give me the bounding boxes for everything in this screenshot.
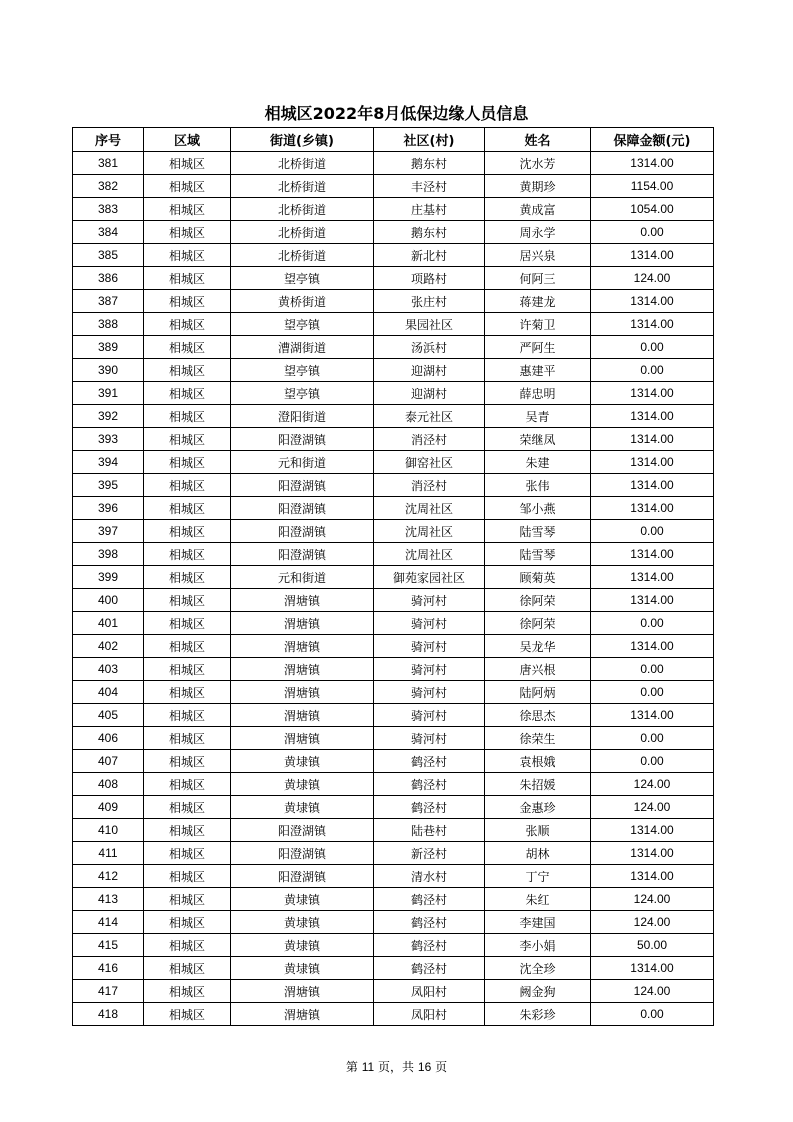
cell-index: 395 <box>73 474 144 497</box>
table-row <box>73 980 714 1003</box>
cell-street: 渭塘镇 <box>231 727 374 750</box>
cell-community: 沈周社区 <box>374 520 485 543</box>
cell-name: 蒋建龙 <box>485 290 591 313</box>
table-row <box>73 221 714 244</box>
cell-street: 北桥街道 <box>231 152 374 175</box>
cell-district: 相城区 <box>144 267 231 290</box>
cell-district: 相城区 <box>144 819 231 842</box>
table-row <box>73 957 714 980</box>
cell-community: 汤浜村 <box>374 336 485 359</box>
cell-community: 新北村 <box>374 244 485 267</box>
header-community: 社区(村) <box>374 128 485 152</box>
cell-name: 朱红 <box>485 888 591 911</box>
footer-prefix: 第 <box>345 1060 358 1074</box>
table-row <box>73 290 714 313</box>
cell-name: 张顺 <box>485 819 591 842</box>
table-body <box>73 152 714 1026</box>
cell-name: 徐阿荣 <box>485 612 591 635</box>
cell-name: 沈水芳 <box>485 152 591 175</box>
cell-community: 御苑家园社区 <box>374 566 485 589</box>
cell-street: 黄桥街道 <box>231 290 374 313</box>
cell-street: 渭塘镇 <box>231 1003 374 1026</box>
cell-name: 沈全珍 <box>485 957 591 980</box>
cell-amount: 1314.00 <box>591 405 714 428</box>
table-row <box>73 359 714 382</box>
cell-amount: 1314.00 <box>591 543 714 566</box>
cell-district: 相城区 <box>144 336 231 359</box>
cell-street: 望亭镇 <box>231 359 374 382</box>
cell-amount: 0.00 <box>591 359 714 382</box>
cell-index: 391 <box>73 382 144 405</box>
cell-district: 相城区 <box>144 911 231 934</box>
table-row <box>73 313 714 336</box>
cell-amount: 0.00 <box>591 336 714 359</box>
cell-amount: 1314.00 <box>591 842 714 865</box>
table-row <box>73 727 714 750</box>
cell-street: 黄埭镇 <box>231 911 374 934</box>
cell-community: 沈周社区 <box>374 497 485 520</box>
cell-community: 鹤泾村 <box>374 750 485 773</box>
table-row <box>73 520 714 543</box>
cell-district: 相城区 <box>144 980 231 1003</box>
footer-mid: 页，共 <box>378 1060 415 1074</box>
cell-name: 陆阿炳 <box>485 681 591 704</box>
cell-community: 骑河村 <box>374 727 485 750</box>
cell-amount: 0.00 <box>591 612 714 635</box>
cell-community: 鹤泾村 <box>374 773 485 796</box>
cell-index: 407 <box>73 750 144 773</box>
cell-index: 398 <box>73 543 144 566</box>
cell-name: 陆雪琴 <box>485 543 591 566</box>
table-row <box>73 336 714 359</box>
cell-community: 清水村 <box>374 865 485 888</box>
cell-district: 相城区 <box>144 175 231 198</box>
cell-community: 消泾村 <box>374 474 485 497</box>
table-row <box>73 1003 714 1026</box>
cell-amount: 124.00 <box>591 796 714 819</box>
cell-amount: 50.00 <box>591 934 714 957</box>
cell-street: 黄埭镇 <box>231 796 374 819</box>
cell-district: 相城区 <box>144 359 231 382</box>
cell-street: 北桥街道 <box>231 221 374 244</box>
cell-district: 相城区 <box>144 865 231 888</box>
cell-name: 惠建平 <box>485 359 591 382</box>
cell-district: 相城区 <box>144 658 231 681</box>
cell-district: 相城区 <box>144 1003 231 1026</box>
data-table <box>72 127 714 1026</box>
table-row <box>73 681 714 704</box>
cell-name: 荣继凤 <box>485 428 591 451</box>
cell-amount: 0.00 <box>591 658 714 681</box>
cell-amount: 1314.00 <box>591 313 714 336</box>
cell-community: 鹤泾村 <box>374 796 485 819</box>
cell-index: 392 <box>73 405 144 428</box>
table-row <box>73 405 714 428</box>
cell-name: 居兴泉 <box>485 244 591 267</box>
cell-district: 相城区 <box>144 198 231 221</box>
table-row <box>73 175 714 198</box>
table-row <box>73 428 714 451</box>
cell-amount: 0.00 <box>591 750 714 773</box>
cell-name: 金惠珍 <box>485 796 591 819</box>
cell-district: 相城区 <box>144 796 231 819</box>
cell-amount: 1314.00 <box>591 589 714 612</box>
cell-street: 阳澄湖镇 <box>231 819 374 842</box>
table-row <box>73 451 714 474</box>
cell-amount: 0.00 <box>591 520 714 543</box>
table-row <box>73 497 714 520</box>
cell-index: 414 <box>73 911 144 934</box>
header-index: 序号 <box>73 128 144 152</box>
cell-street: 北桥街道 <box>231 175 374 198</box>
cell-community: 鹤泾村 <box>374 934 485 957</box>
table-row <box>73 198 714 221</box>
cell-community: 鹅东村 <box>374 221 485 244</box>
cell-community: 消泾村 <box>374 428 485 451</box>
cell-community: 御窑社区 <box>374 451 485 474</box>
cell-district: 相城区 <box>144 290 231 313</box>
cell-amount: 1054.00 <box>591 198 714 221</box>
cell-street: 阳澄湖镇 <box>231 543 374 566</box>
cell-name: 李小娟 <box>485 934 591 957</box>
cell-community: 骑河村 <box>374 612 485 635</box>
cell-index: 383 <box>73 198 144 221</box>
cell-index: 403 <box>73 658 144 681</box>
cell-street: 阳澄湖镇 <box>231 842 374 865</box>
cell-community: 果园社区 <box>374 313 485 336</box>
cell-street: 北桥街道 <box>231 244 374 267</box>
table-row <box>73 589 714 612</box>
cell-community: 新泾村 <box>374 842 485 865</box>
cell-index: 409 <box>73 796 144 819</box>
cell-street: 北桥街道 <box>231 198 374 221</box>
cell-community: 鹅东村 <box>374 152 485 175</box>
cell-district: 相城区 <box>144 497 231 520</box>
cell-community: 骑河村 <box>374 589 485 612</box>
cell-name: 张伟 <box>485 474 591 497</box>
cell-street: 渭塘镇 <box>231 980 374 1003</box>
table-row <box>73 152 714 175</box>
cell-amount: 0.00 <box>591 681 714 704</box>
cell-name: 徐阿荣 <box>485 589 591 612</box>
table-row <box>73 796 714 819</box>
cell-amount: 124.00 <box>591 911 714 934</box>
cell-name: 薛忠明 <box>485 382 591 405</box>
cell-amount: 1314.00 <box>591 244 714 267</box>
cell-index: 386 <box>73 267 144 290</box>
cell-amount: 1314.00 <box>591 635 714 658</box>
cell-amount: 1314.00 <box>591 497 714 520</box>
cell-index: 399 <box>73 566 144 589</box>
cell-district: 相城区 <box>144 543 231 566</box>
cell-index: 381 <box>73 152 144 175</box>
cell-index: 384 <box>73 221 144 244</box>
cell-name: 朱招媛 <box>485 773 591 796</box>
cell-street: 黄埭镇 <box>231 957 374 980</box>
cell-community: 骑河村 <box>374 681 485 704</box>
table-row <box>73 819 714 842</box>
cell-name: 阙金狗 <box>485 980 591 1003</box>
cell-name: 李建国 <box>485 911 591 934</box>
cell-community: 沈周社区 <box>374 543 485 566</box>
cell-community: 庄基村 <box>374 198 485 221</box>
header-name: 姓名 <box>485 128 591 152</box>
cell-street: 阳澄湖镇 <box>231 474 374 497</box>
cell-district: 相城区 <box>144 313 231 336</box>
table-row <box>73 865 714 888</box>
cell-district: 相城区 <box>144 566 231 589</box>
cell-name: 吴青 <box>485 405 591 428</box>
cell-street: 黄埭镇 <box>231 934 374 957</box>
table-row <box>73 911 714 934</box>
cell-index: 393 <box>73 428 144 451</box>
cell-index: 387 <box>73 290 144 313</box>
table-row <box>73 382 714 405</box>
footer-page-number: 11 <box>361 1060 375 1074</box>
cell-index: 390 <box>73 359 144 382</box>
cell-street: 漕湖街道 <box>231 336 374 359</box>
cell-amount: 124.00 <box>591 773 714 796</box>
cell-index: 405 <box>73 704 144 727</box>
cell-index: 397 <box>73 520 144 543</box>
cell-amount: 0.00 <box>591 1003 714 1026</box>
table-row <box>73 842 714 865</box>
cell-amount: 1314.00 <box>591 865 714 888</box>
cell-district: 相城区 <box>144 589 231 612</box>
table-row <box>73 612 714 635</box>
cell-district: 相城区 <box>144 152 231 175</box>
table-row <box>73 888 714 911</box>
cell-street: 望亭镇 <box>231 382 374 405</box>
cell-amount: 124.00 <box>591 888 714 911</box>
cell-index: 400 <box>73 589 144 612</box>
footer-total-pages: 16 <box>417 1060 432 1074</box>
cell-index: 411 <box>73 842 144 865</box>
table-row <box>73 773 714 796</box>
cell-amount: 1314.00 <box>591 566 714 589</box>
cell-district: 相城区 <box>144 934 231 957</box>
cell-district: 相城区 <box>144 221 231 244</box>
cell-amount: 0.00 <box>591 727 714 750</box>
table-row <box>73 474 714 497</box>
cell-district: 相城区 <box>144 520 231 543</box>
table-row <box>73 635 714 658</box>
cell-street: 黄埭镇 <box>231 750 374 773</box>
cell-amount: 1314.00 <box>591 819 714 842</box>
cell-name: 严阿生 <box>485 336 591 359</box>
table-row <box>73 658 714 681</box>
cell-name: 顾菊英 <box>485 566 591 589</box>
table-row <box>73 566 714 589</box>
cell-index: 413 <box>73 888 144 911</box>
cell-name: 丁宁 <box>485 865 591 888</box>
cell-amount: 1154.00 <box>591 175 714 198</box>
cell-index: 394 <box>73 451 144 474</box>
cell-name: 吴龙华 <box>485 635 591 658</box>
cell-index: 389 <box>73 336 144 359</box>
cell-community: 迎湖村 <box>374 382 485 405</box>
cell-index: 406 <box>73 727 144 750</box>
table-header-row <box>73 128 714 152</box>
cell-district: 相城区 <box>144 382 231 405</box>
cell-district: 相城区 <box>144 842 231 865</box>
cell-district: 相城区 <box>144 750 231 773</box>
cell-district: 相城区 <box>144 957 231 980</box>
cell-community: 鹤泾村 <box>374 888 485 911</box>
cell-index: 408 <box>73 773 144 796</box>
cell-district: 相城区 <box>144 428 231 451</box>
cell-index: 404 <box>73 681 144 704</box>
cell-name: 周永学 <box>485 221 591 244</box>
cell-name: 何阿三 <box>485 267 591 290</box>
cell-street: 阳澄湖镇 <box>231 428 374 451</box>
cell-name: 黄期珍 <box>485 175 591 198</box>
cell-index: 388 <box>73 313 144 336</box>
cell-amount: 1314.00 <box>591 474 714 497</box>
cell-district: 相城区 <box>144 704 231 727</box>
cell-index: 410 <box>73 819 144 842</box>
cell-street: 元和街道 <box>231 451 374 474</box>
cell-amount: 1314.00 <box>591 704 714 727</box>
cell-amount: 0.00 <box>591 221 714 244</box>
cell-street: 渭塘镇 <box>231 589 374 612</box>
cell-community: 丰泾村 <box>374 175 485 198</box>
table-row <box>73 543 714 566</box>
table-row <box>73 267 714 290</box>
cell-index: 418 <box>73 1003 144 1026</box>
cell-street: 澄阳街道 <box>231 405 374 428</box>
cell-amount: 1314.00 <box>591 451 714 474</box>
cell-street: 渭塘镇 <box>231 612 374 635</box>
cell-index: 417 <box>73 980 144 1003</box>
cell-street: 渭塘镇 <box>231 704 374 727</box>
table-row <box>73 750 714 773</box>
cell-street: 望亭镇 <box>231 267 374 290</box>
cell-street: 望亭镇 <box>231 313 374 336</box>
cell-index: 401 <box>73 612 144 635</box>
cell-name: 黄成富 <box>485 198 591 221</box>
cell-district: 相城区 <box>144 405 231 428</box>
cell-community: 迎湖村 <box>374 359 485 382</box>
cell-index: 382 <box>73 175 144 198</box>
page-footer <box>0 1058 793 1075</box>
cell-name: 唐兴根 <box>485 658 591 681</box>
cell-name: 陆雪琴 <box>485 520 591 543</box>
cell-community: 鹤泾村 <box>374 957 485 980</box>
cell-street: 渭塘镇 <box>231 681 374 704</box>
cell-index: 415 <box>73 934 144 957</box>
cell-district: 相城区 <box>144 888 231 911</box>
cell-community: 凤阳村 <box>374 1003 485 1026</box>
cell-name: 袁根娥 <box>485 750 591 773</box>
cell-name: 徐思杰 <box>485 704 591 727</box>
cell-name: 朱建 <box>485 451 591 474</box>
cell-district: 相城区 <box>144 681 231 704</box>
cell-street: 渭塘镇 <box>231 635 374 658</box>
cell-district: 相城区 <box>144 727 231 750</box>
cell-district: 相城区 <box>144 244 231 267</box>
cell-community: 张庄村 <box>374 290 485 313</box>
cell-community: 凤阳村 <box>374 980 485 1003</box>
cell-community: 骑河村 <box>374 635 485 658</box>
cell-street: 阳澄湖镇 <box>231 497 374 520</box>
cell-community: 项路村 <box>374 267 485 290</box>
cell-name: 许菊卫 <box>485 313 591 336</box>
cell-index: 402 <box>73 635 144 658</box>
cell-district: 相城区 <box>144 451 231 474</box>
cell-district: 相城区 <box>144 474 231 497</box>
cell-street: 黄埭镇 <box>231 773 374 796</box>
cell-community: 泰元社区 <box>374 405 485 428</box>
cell-district: 相城区 <box>144 635 231 658</box>
cell-amount: 1314.00 <box>591 428 714 451</box>
cell-street: 阳澄湖镇 <box>231 865 374 888</box>
header-amount: 保障金额(元) <box>591 128 714 152</box>
cell-street: 黄埭镇 <box>231 888 374 911</box>
cell-amount: 1314.00 <box>591 290 714 313</box>
cell-street: 阳澄湖镇 <box>231 520 374 543</box>
cell-district: 相城区 <box>144 612 231 635</box>
header-district: 区域 <box>144 128 231 152</box>
cell-community: 骑河村 <box>374 658 485 681</box>
cell-community: 陆巷村 <box>374 819 485 842</box>
cell-amount: 1314.00 <box>591 152 714 175</box>
cell-index: 412 <box>73 865 144 888</box>
document-title: 相城区2022年8月低保边缘人员信息 <box>264 104 529 123</box>
cell-name: 邹小燕 <box>485 497 591 520</box>
cell-index: 385 <box>73 244 144 267</box>
footer-suffix: 页 <box>435 1060 448 1074</box>
cell-index: 396 <box>73 497 144 520</box>
table-row <box>73 934 714 957</box>
table-row <box>73 244 714 267</box>
cell-street: 渭塘镇 <box>231 658 374 681</box>
cell-district: 相城区 <box>144 773 231 796</box>
cell-community: 鹤泾村 <box>374 911 485 934</box>
cell-name: 朱彩珍 <box>485 1003 591 1026</box>
cell-name: 徐荣生 <box>485 727 591 750</box>
cell-community: 骑河村 <box>374 704 485 727</box>
cell-amount: 1314.00 <box>591 957 714 980</box>
cell-name: 胡林 <box>485 842 591 865</box>
header-street: 街道(乡镇) <box>231 128 374 152</box>
table-row <box>73 704 714 727</box>
cell-amount: 1314.00 <box>591 382 714 405</box>
cell-amount: 124.00 <box>591 267 714 290</box>
cell-index: 416 <box>73 957 144 980</box>
cell-street: 元和街道 <box>231 566 374 589</box>
cell-amount: 124.00 <box>591 980 714 1003</box>
